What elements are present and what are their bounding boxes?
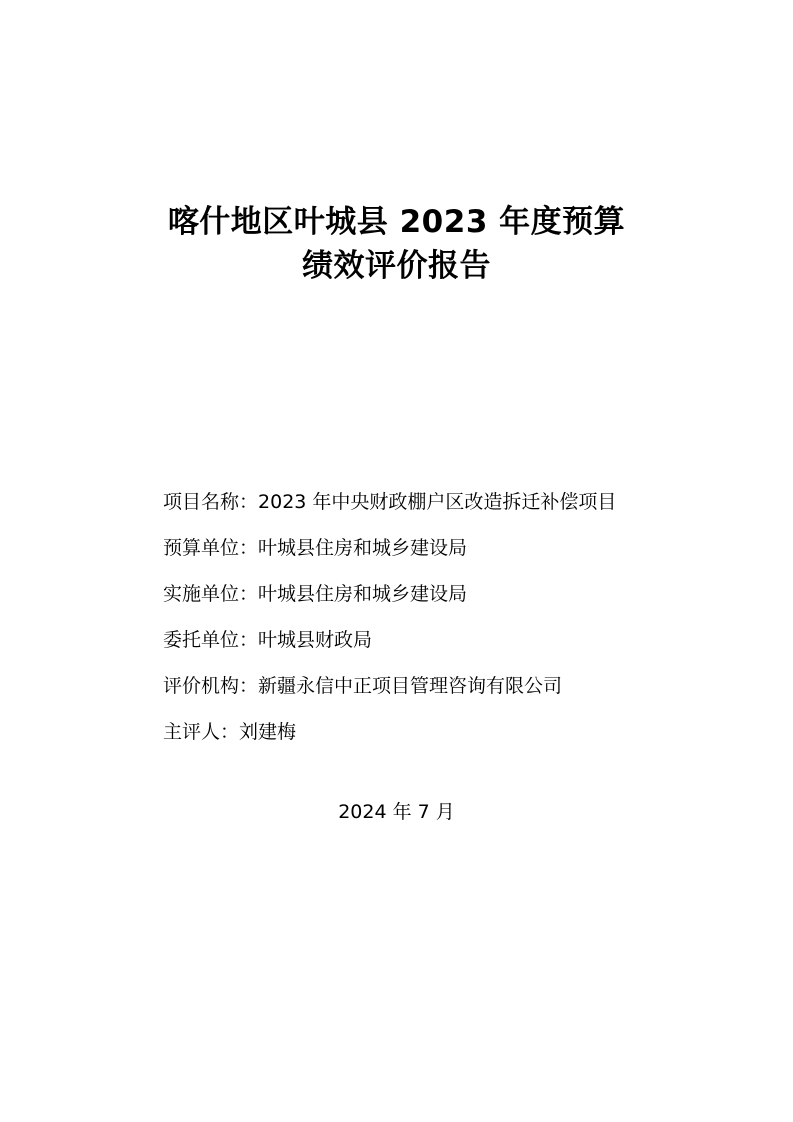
report-title-line-2: 绩效评价报告 [302, 248, 491, 284]
info-item-budget-unit [163, 525, 773, 571]
info-value: 新疆永信中正项目管理咨询有限公司 [258, 675, 563, 697]
info-item-lead-evaluator [163, 709, 773, 755]
report-info-list [163, 479, 773, 755]
info-label: 主评人： [163, 721, 240, 743]
info-label: 委托单位： [163, 629, 259, 651]
info-value: 叶城县住房和城乡建设局 [258, 537, 468, 559]
info-item-evaluation-agency [163, 663, 773, 709]
report-title [0, 200, 793, 288]
info-label: 预算单位： [163, 537, 259, 559]
info-value: 2023 年中央财政棚户区改造拆迁补偿项目 [258, 491, 617, 513]
info-item-project-name [163, 479, 773, 525]
info-value: 刘建梅 [239, 721, 297, 743]
info-item-implementing-unit [163, 571, 773, 617]
info-item-commissioning-unit [163, 617, 773, 663]
info-label: 评价机构： [163, 675, 259, 697]
info-value: 叶城县财政局 [258, 629, 373, 651]
info-value: 叶城县住房和城乡建设局 [258, 583, 468, 605]
info-label: 实施单位： [163, 583, 259, 605]
info-label: 项目名称： [163, 491, 259, 513]
report-title-line-1: 喀什地区叶城县 2023 年度预算 [167, 204, 626, 240]
report-date: 2024 年 7 月 [338, 801, 455, 823]
